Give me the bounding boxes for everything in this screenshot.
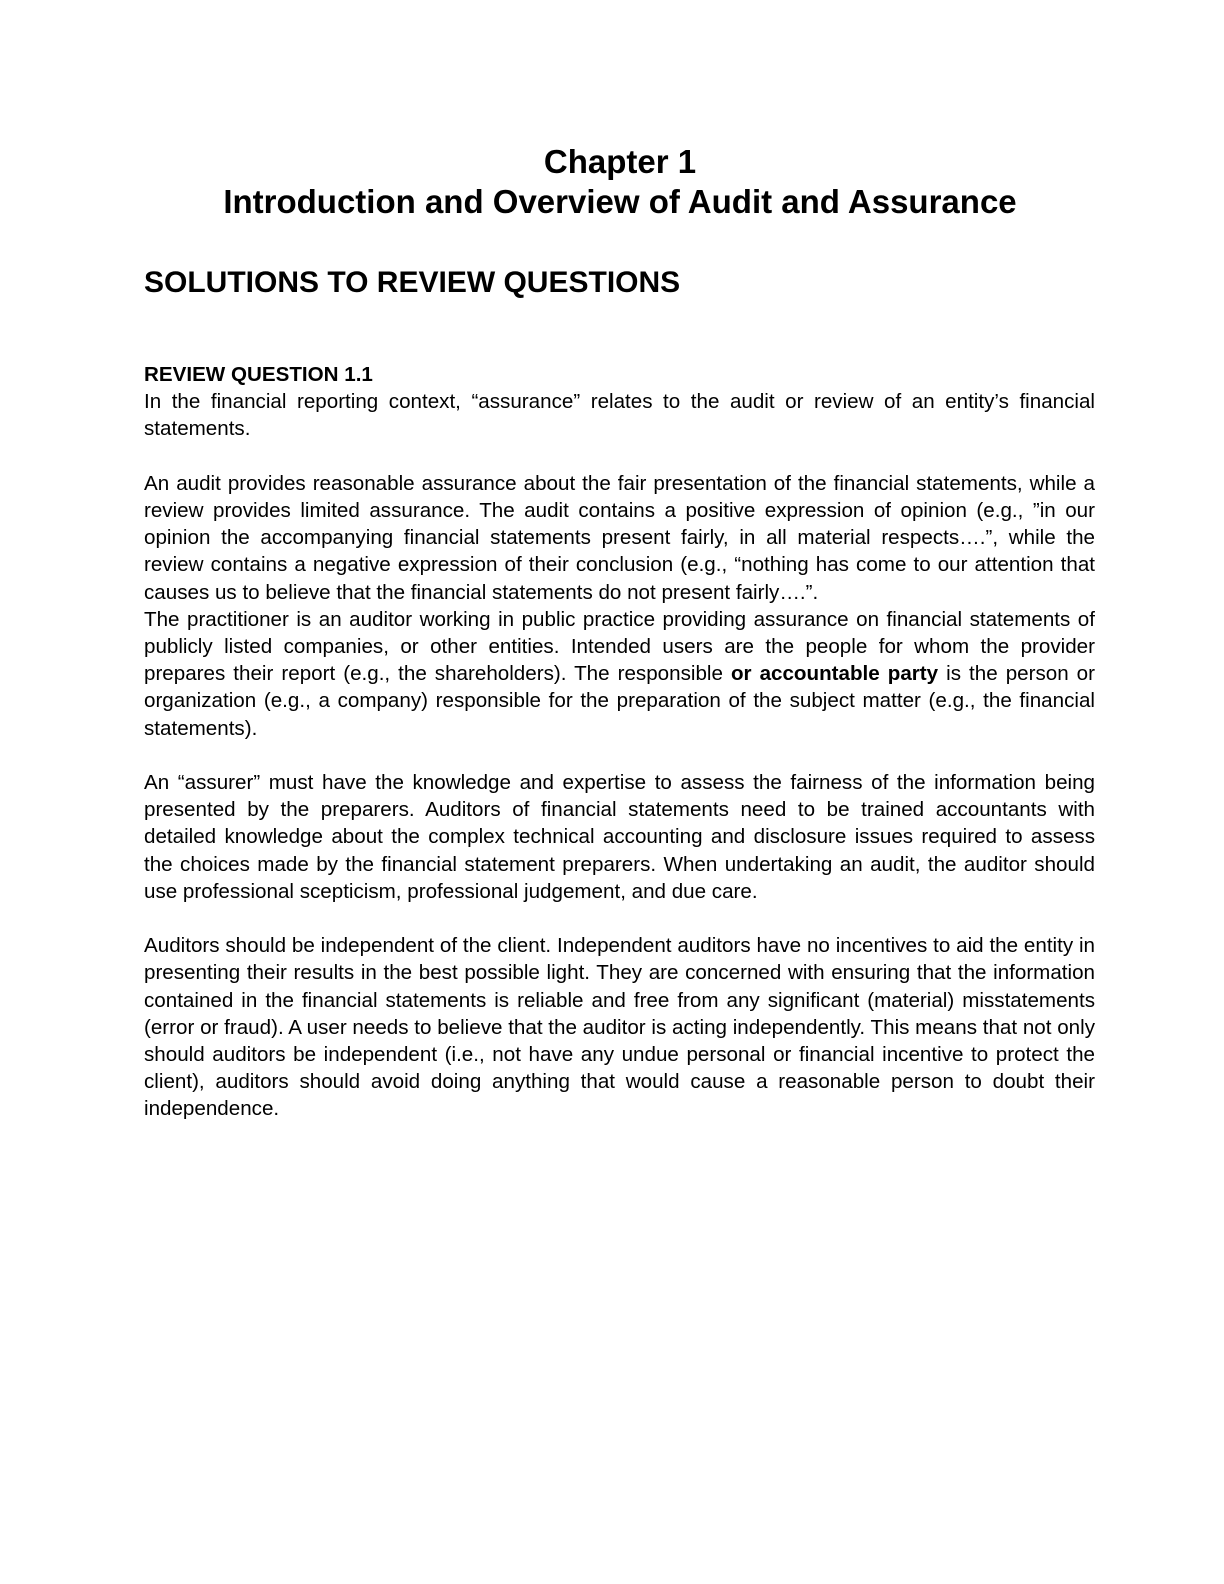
review-question-block (144, 361, 1095, 1123)
paragraph-5: Auditors should be independent of the client. Independent auditors have no incentives to aid the entity in presenting their results in the best possible light. They are concerned with ensuring that the information contained in the financial statements is reliable and free from any significant (material) misstatements (error or fraud). A user needs to believe that the auditor is acting independently. This means that not only should auditors be independent (i.e., not have any undue personal or financial incentive to protect the client), auditors should avoid doing anything that would cause a reasonable person to doubt their independence. (144, 934, 1095, 1121)
chapter-label: Chapter 1 (543, 143, 697, 180)
paragraph-2: An audit provides reasonable assurance about the fair presentation of the financial statements, while a review provides limited assurance. The audit contains a positive expression of opinion (e.g., ”in our opinion the accompanying financial statements present fairly, in all material respects….”, while the review contains a negative expression of their conclusion (e.g., “nothing has come to our attention that causes us to believe that the financial statements do not present fairly….”. (144, 471, 1095, 604)
question-heading: REVIEW QUESTION 1.1 (144, 363, 373, 386)
paragraph-3-text-a: The practitioner is an auditor working in public practice providing assurance on financial statements of publicly listed companies, or other entities. Intended users are the people for whom the provider prepares their report (e.g., the shareholders). The responsible (144, 607, 1095, 686)
paragraph-3-text-b: is the person or organization (e.g., a company) responsible for the preparation of the subject matter (e.g., the financial statements). (144, 662, 1095, 740)
paragraph-gap (144, 905, 1095, 932)
section-title: SOLUTIONS TO REVIEW QUESTIONS (144, 266, 681, 299)
paragraph-1: In the financial reporting context, “assurance” relates to the audit or review of an entity’s financial statements. (144, 390, 1095, 441)
paragraph-4: An “assurer” must have the knowledge and expertise to assess the fairness of the information being presented by the preparers. Auditors of financial statements need to be trained accountants with detailed knowledge about the complex technical accounting and disclosure issues required to assess the choices made by the financial statement preparers. When undertaking an audit, the auditor should use professional scepticism, professional judgement, and due care. (144, 771, 1095, 903)
chapter-heading (0, 142, 1224, 222)
chapter-title: Introduction and Overview of Audit and Assurance (223, 183, 1017, 220)
paragraph-3 (144, 606, 1095, 742)
paragraph-gap (144, 742, 1095, 769)
paragraph-3-bold-term: or accountable party (730, 662, 939, 686)
paragraph-gap (144, 443, 1095, 470)
